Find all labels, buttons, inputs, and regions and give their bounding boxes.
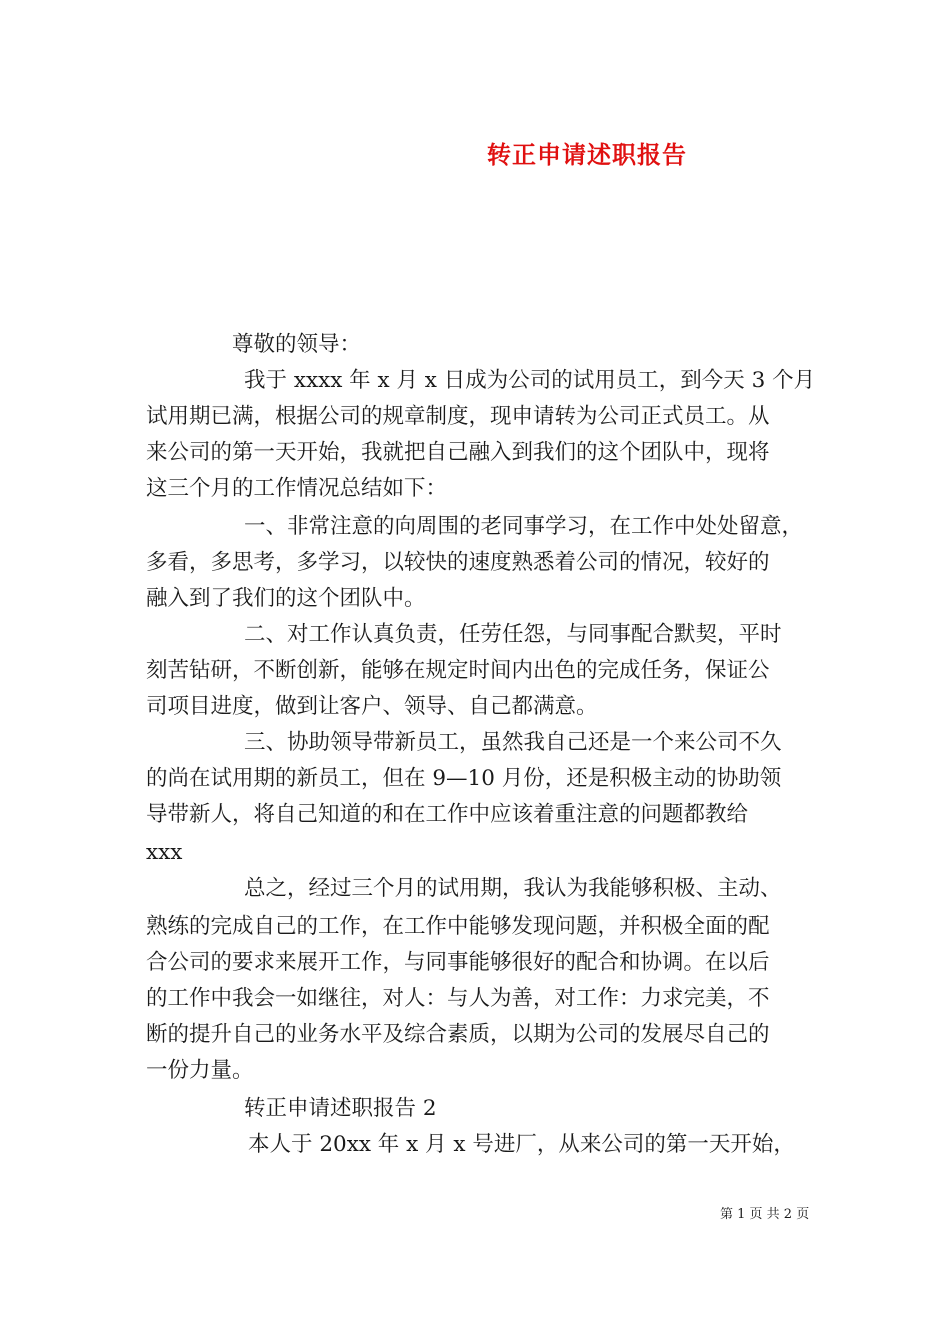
section-heading: 转正申请述职报告 2 (244, 1096, 437, 1121)
body-line: 合公司的要求来展开工作，与同事能够很好的配合和协调。在以后 (146, 950, 770, 975)
body-line: 熟练的完成自己的工作，在工作中能够发现问题，并积极全面的配 (146, 914, 770, 939)
salutation: 尊敬的领导： (232, 332, 362, 357)
body-line: 的工作中我会一如继往，对人：与人为善，对工作：力求完美，不 (146, 986, 770, 1011)
page-number: 第 1 页 共 2 页 (720, 1207, 810, 1222)
document-title: 转正申请述职报告 (487, 140, 687, 169)
body-line: 一份力量。 (146, 1058, 254, 1083)
body-line: xxx (146, 840, 183, 865)
body-line: 融入到了我们的这个团队中。 (146, 586, 426, 611)
body-line: 本人于 20xx 年 x 月 x 号进厂，从来公司的第一天开始， (248, 1132, 795, 1157)
body-line: 多看，多思考，多学习，以较快的速度熟悉着公司的情况，较好的 (146, 550, 770, 575)
body-line: 断的提升自己的业务水平及综合素质，以期为公司的发展尽自己的 (146, 1022, 770, 1047)
body-line: 这三个月的工作情况总结如下： (146, 476, 448, 501)
body-line: 总之，经过三个月的试用期，我认为我能够积极、主动、 (244, 876, 782, 901)
body-line: 一、非常注意的向周围的老同事学习，在工作中处处留意， (244, 514, 804, 539)
body-line: 司项目进度，做到让客户、领导、自己都满意。 (146, 694, 598, 719)
body-line: 试用期已满，根据公司的规章制度，现申请转为公司正式员工。从 (146, 404, 770, 429)
body-line: 刻苦钻研，不断创新，能够在规定时间内出色的完成任务，保证公 (146, 658, 770, 683)
body-line: 的尚在试用期的新员工，但在 9—10 月份，还是积极主动的协助领 (146, 766, 782, 791)
body-line: 我于 xxxx 年 x 月 x 日成为公司的试用员工，到今天 3 个月 (244, 368, 816, 393)
body-line: 三、协助领导带新员工，虽然我自己还是一个来公司不久 (244, 730, 782, 755)
body-line: 来公司的第一天开始，我就把自己融入到我们的这个团队中，现将 (146, 440, 770, 465)
body-line: 二、对工作认真负责，任劳任怨，与同事配合默契，平时 (244, 622, 782, 647)
body-line: 导带新人，将自己知道的和在工作中应该着重注意的问题都教给 (146, 802, 749, 827)
